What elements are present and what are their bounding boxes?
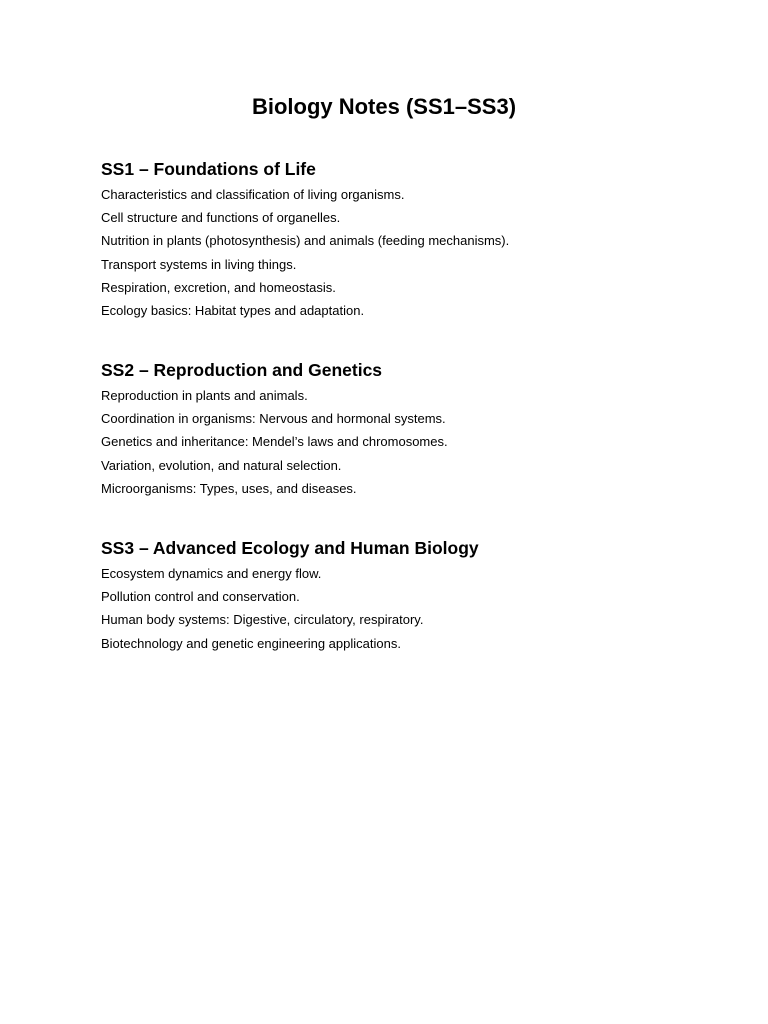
- topic-item: Characteristics and classification of living organisms.: [101, 187, 405, 202]
- topic-item: Genetics and inheritance: Mendel’s laws and chromosomes.: [101, 434, 448, 450]
- topic-item: Transport systems in living things.: [101, 256, 297, 272]
- document-title: Biology Notes (SS1–SS3): [251, 94, 517, 119]
- section-heading-ss3: SS3 – Advanced Ecology and Human Biology: [101, 538, 479, 558]
- topic-item: Cell structure and functions of organelles.: [101, 210, 341, 226]
- section-ss3: [101, 536, 721, 655]
- topic-item: Microorganisms: Types, uses, and diseases.: [101, 480, 357, 496]
- topic-list-ss1: [101, 183, 721, 322]
- topic-list-ss2: [101, 384, 721, 500]
- topic-item: Pollution control and conservation.: [101, 589, 300, 605]
- topic-item: Human body systems: Digestive, circulatory, respiratory.: [101, 612, 424, 628]
- topic-item: Ecosystem dynamics and energy flow.: [101, 566, 322, 581]
- topic-item: Coordination in organisms: Nervous and hormonal systems.: [101, 411, 446, 427]
- section-ss1: [101, 157, 721, 322]
- section-heading-ss1: SS1 – Foundations of Life: [101, 159, 316, 179]
- topic-item: Ecology basics: Habitat types and adaptation.: [101, 303, 365, 319]
- topic-item: Nutrition in plants (photosynthesis) and animals (feeding mechanisms).: [101, 233, 510, 249]
- topic-item: Reproduction in plants and animals.: [101, 388, 308, 403]
- topic-list-ss3: [101, 562, 721, 655]
- topic-item: Respiration, excretion, and homeostasis.: [101, 279, 336, 295]
- section-heading-ss2: SS2 – Reproduction and Genetics: [101, 360, 383, 380]
- topic-item: Variation, evolution, and natural selection.: [101, 457, 342, 473]
- topic-item: Biotechnology and genetic engineering applications.: [101, 635, 401, 651]
- section-ss2: [101, 358, 721, 500]
